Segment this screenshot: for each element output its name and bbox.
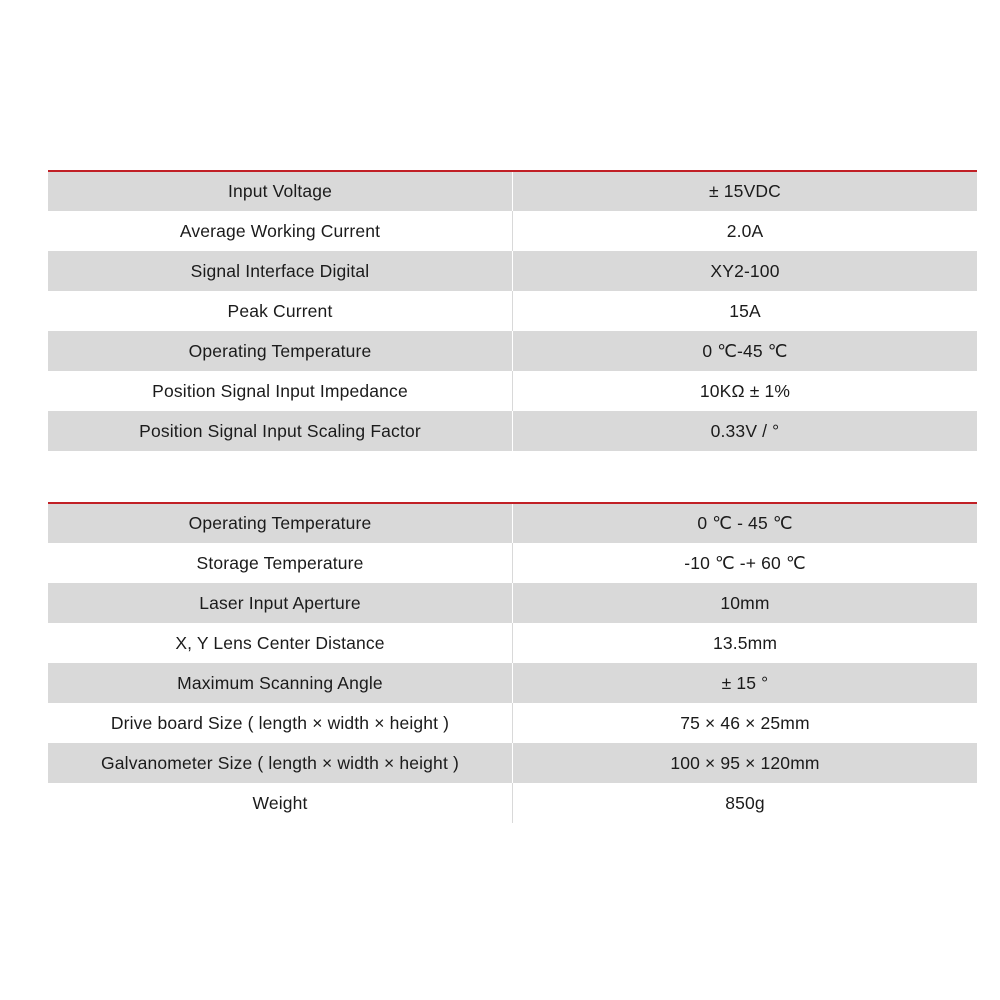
spec-label: Operating Temperature (48, 503, 513, 543)
table-row (48, 291, 977, 331)
table-row (48, 743, 977, 783)
table-row (48, 543, 977, 583)
spec-value: ± 15VDC (513, 171, 978, 211)
spec-value: -10 ℃ -+ 60 ℃ (513, 543, 978, 583)
spec-value: ± 15 ° (513, 663, 978, 703)
spec-value: 100 × 95 × 120mm (513, 743, 978, 783)
spec-label: Galvanometer Size ( length × width × height ) (48, 743, 513, 783)
spec-label: Operating Temperature (48, 331, 513, 371)
spec-label: Position Signal Input Scaling Factor (48, 411, 513, 451)
table-row (48, 251, 977, 291)
spec-label: Signal Interface Digital (48, 251, 513, 291)
spec-value: 0.33V / ° (513, 411, 978, 451)
table-row (48, 171, 977, 211)
table-row (48, 663, 977, 703)
spec-label: X, Y Lens Center Distance (48, 623, 513, 663)
spec-value: 10mm (513, 583, 978, 623)
table-row (48, 783, 977, 823)
spec-label: Storage Temperature (48, 543, 513, 583)
spec-value: XY2-100 (513, 251, 978, 291)
spec-label: Weight (48, 783, 513, 823)
spec-value: 15A (513, 291, 978, 331)
table-row (48, 411, 977, 451)
spec-value: 75 × 46 × 25mm (513, 703, 978, 743)
spec-value: 0 ℃-45 ℃ (513, 331, 978, 371)
mechanical-specifications-table (48, 502, 977, 823)
spec-label: Peak Current (48, 291, 513, 331)
spec-label: Position Signal Input Impedance (48, 371, 513, 411)
table-row (48, 703, 977, 743)
spec-value: 0 ℃ - 45 ℃ (513, 503, 978, 543)
spec-label: Input Voltage (48, 171, 513, 211)
table-row (48, 211, 977, 251)
table-row (48, 623, 977, 663)
spec-value: 850g (513, 783, 978, 823)
spec-value: 10KΩ ± 1% (513, 371, 978, 411)
spec-value: 13.5mm (513, 623, 978, 663)
spec-label: Average Working Current (48, 211, 513, 251)
spec-value: 2.0A (513, 211, 978, 251)
spec-label: Laser Input Aperture (48, 583, 513, 623)
spec-label: Maximum Scanning Angle (48, 663, 513, 703)
table-row (48, 583, 977, 623)
table-body (48, 171, 977, 451)
spec-label: Drive board Size ( length × width × height ) (48, 703, 513, 743)
electrical-specifications-table (48, 170, 977, 451)
table-row (48, 503, 977, 543)
table-row (48, 331, 977, 371)
table-row (48, 371, 977, 411)
table-body (48, 503, 977, 823)
